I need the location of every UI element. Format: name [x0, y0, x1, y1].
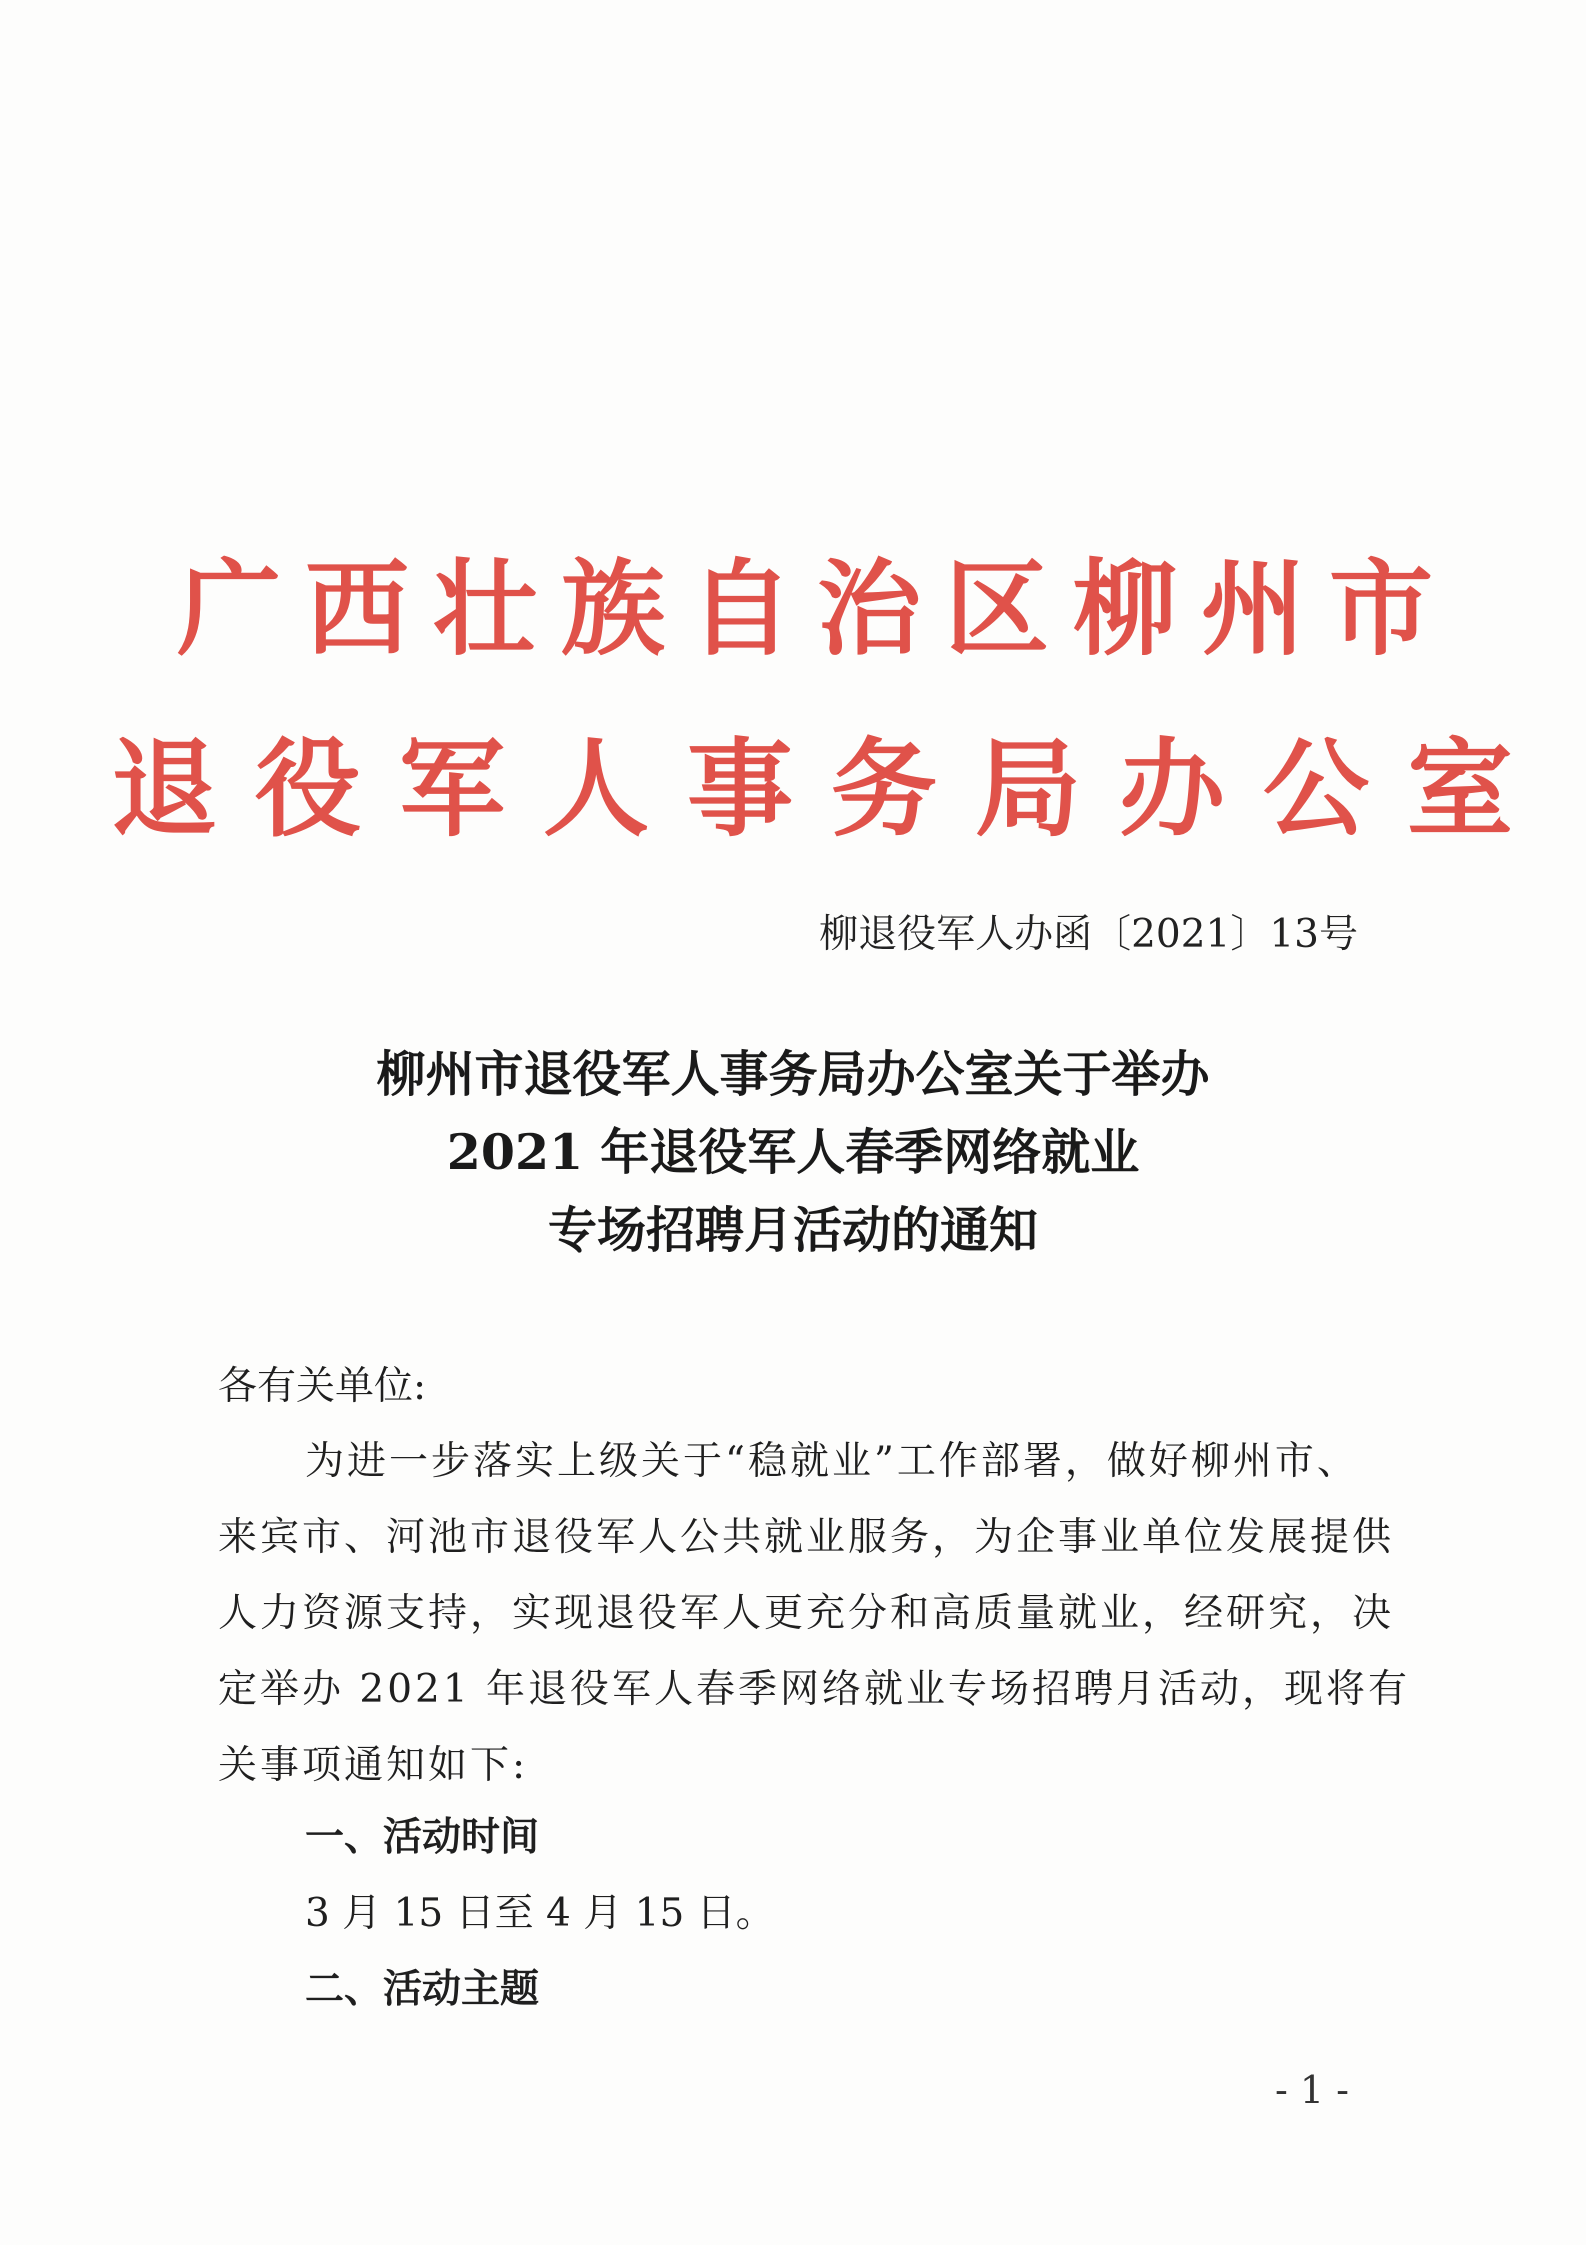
paragraph-line-5: 关事项通知如下: [218, 1743, 529, 1788]
section-heading-activity-time: 一、活动时间 [305, 1815, 540, 1860]
salutation: 各有关单位: [218, 1364, 427, 1409]
issuer-header-line-2: 退役军人事务局办公室 [111, 726, 1551, 851]
section-heading-activity-theme: 二、活动主题 [305, 1967, 540, 2012]
paragraph-line-4: 定举办 2021 年退役军人春季网络就业专场招聘月活动，现将有 [218, 1667, 1411, 1712]
title-line-3: 专场招聘月活动的通知 [547, 1201, 1038, 1259]
issuer-header-line-1: 广西壮族自治区柳州市 [176, 547, 1457, 670]
paragraph-line-2: 来宾市、河池市退役军人公共就业服务，为企事业单位发展提供 [218, 1515, 1395, 1560]
title-line-1: 柳州市退役军人事务局办公室关于举办 [376, 1045, 1210, 1103]
paragraph-line-3: 人力资源支持，实现退役军人更充分和高质量就业，经研究，决 [218, 1591, 1395, 1636]
title-line-2: 2021 年退役军人春季网络就业 [446, 1123, 1140, 1181]
section-content-activity-time: 3 月 15 日至 4 月 15 日。 [305, 1891, 775, 1936]
document-number: 柳退役军人办函〔2021〕13号 [819, 912, 1358, 957]
paragraph-line-1: 为进一步落实上级关于“稳就业”工作部署，做好柳州市、 [305, 1439, 1359, 1484]
page-number: - 1 - [1275, 2068, 1350, 2112]
document-title [0, 1035, 1586, 1269]
